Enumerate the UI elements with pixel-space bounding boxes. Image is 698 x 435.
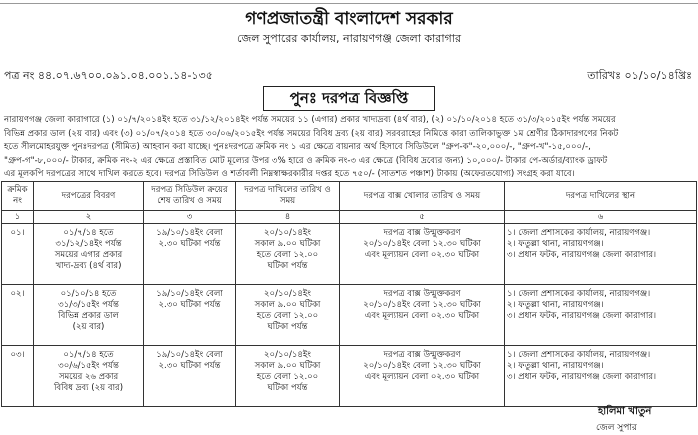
column-number: ২ [34, 211, 144, 224]
row-serial: ০১। [2, 224, 34, 285]
notice-title: পুনঃ দরপত্র বিজ্ঞপ্তি [263, 86, 435, 111]
intro-paragraph [4, 114, 694, 182]
office-name: জেল সুপারের কার্যালয়, নারায়ণগঞ্জ জেলা কারাগার [236, 32, 462, 45]
table-row [2, 224, 697, 285]
header-places: দরপত্র দাখিলের স্থান [505, 182, 697, 211]
top-divider [0, 3, 698, 4]
column-number-row [2, 211, 697, 224]
intro-line: এর মূলকপি দরপত্রের সাথে দাখিল করতে হবে। দরপত্র সিডিউল ও শর্তাবলী নিম্নস্বাক্ষরকারীর দপ্তর হতে ৭৫০/- (সাতশত পঞ্চাশ) টাকায় (অফেরতযোগ্য) সংগ্রহ করা যাবে। [4, 169, 575, 180]
cell-line: ২০/১০/১৪ইং [264, 289, 311, 299]
cell-line: হতে বেলা ১২.০০ [256, 311, 319, 321]
cell-line: ২০/১০/১৪ইং বেলা ১২.৩০ ঘটিকা [363, 300, 481, 310]
intro-line: হতে সীলমোহরযুক্ত পুনঃদরপত্র (সীমিত) আহবান করা যাচ্ছে। পুনঃদরপত্রে ক্রমিক নং ১ এর ক্ষেত্রে বায়নার অর্থ হিসাবে সিডিউলে "গ্রুপ-ক"-২০,০০০/-, "গ্রুপ-খ"-১৫,০০০/-, [4, 142, 591, 153]
cell-line: ১৯/১০/১৪ইং বেলা [156, 289, 223, 299]
table-row [2, 346, 697, 407]
cell-line: ১। জেলা প্রশাসকের কার্যালয়, নারায়ণগঞ্জ। [507, 350, 651, 360]
signatory-designation: জেল সুপার [596, 423, 637, 433]
cell-line: ঘটিকা পর্যন্ত [267, 383, 308, 393]
column-number: ৪ [236, 211, 340, 224]
row-submission [236, 346, 340, 407]
cell-line: ২.৩০ ঘটিকা পর্যন্ত [158, 300, 221, 310]
cell-line: ২.৩০ ঘটিকা পর্যন্ত [158, 239, 221, 249]
header-submission: দরপত্র দাখিলের তারিখ ও সময় [236, 182, 340, 211]
cell-line: ২। ফতুল্লা থানা, নারায়ণগঞ্জ। [507, 239, 604, 249]
cell-line: ৩০/৬/১৫ইং পর্যন্ত [58, 361, 119, 371]
table-header-row [2, 182, 697, 211]
row-schedule-end [144, 224, 236, 285]
cell-line: এবং মূল্যায়ন বেলা ০২.৩০ ঘটিকা [364, 372, 480, 382]
memo-number: পত্র নং ৪৪.০৭.৬৭০০.০৯১.০৪.০০১.১৪-১৩৫ [4, 69, 213, 82]
row-places [505, 346, 697, 407]
column-number: ১ [2, 211, 34, 224]
tender-table [1, 181, 697, 407]
column-number: ৩ [144, 211, 236, 224]
row-schedule-end [144, 285, 236, 346]
cell-line: ৩১/৩/১৫ইং পর্যন্ত [58, 300, 119, 310]
row-places [505, 285, 697, 346]
cell-line: ৩। প্রধান ফটক, নারায়ণগঞ্জ জেলা কারাগার। [507, 372, 657, 382]
cell-line: খাদ্য-দ্রব্য (৪র্থ বার) [55, 261, 122, 271]
cell-line: সকাল ৯.০০ ঘটিকা [254, 361, 321, 371]
column-number: ৬ [505, 211, 697, 224]
cell-line: এবং মূল্যায়ন বেলা ০২.৩০ ঘটিকা [364, 311, 480, 321]
cell-line: ঘটিকা পর্যন্ত [267, 322, 308, 332]
cell-line: ২। ফতুল্লা থানা, নারায়ণগঞ্জ। [507, 361, 604, 371]
cell-line: ২.৩০ ঘটিকা পর্যন্ত [158, 361, 221, 371]
header-schedule-end: দরপত্র সিডিউল ক্রয়ের শেষ তারিখ ও সময় [144, 182, 236, 211]
table-row [2, 285, 697, 346]
cell-line: ২০/১০/১৪ইং [264, 228, 311, 238]
row-schedule-end [144, 346, 236, 407]
cell-line: দরপত্র বাক্স উন্মুক্তকরণ [383, 289, 461, 299]
header-description: দরপত্রের বিবরণ [34, 182, 144, 211]
cell-line: সময়ের ২৬ প্রকার [58, 372, 119, 382]
cell-line: হতে বেলা ১২.০০ [256, 372, 319, 382]
cell-line: হতে বেলা ১২.০০ [256, 250, 319, 260]
cell-line: ৩১/১২/১৪ইং পর্যন্ত [55, 239, 122, 249]
cell-line: ৩। প্রধান ফটক, নারায়ণগঞ্জ জেলা কারাগার। [507, 250, 657, 260]
cell-line: ১৯/১০/১৪ইং বেলা [156, 228, 223, 238]
cell-line: ২০/১০/১৪ইং বেলা ১২.৩০ ঘটিকা [363, 361, 481, 371]
intro-line: "গ্রুপ-গ"-৮,০০০/- টাকার, ক্রমিক নং-২ এর ক্ষেত্রে প্রস্তাবিত মোট মূল্যের উপর ৩% হারে ও ক্রমিক নং-৩ এর ক্ষেত্রে (বিবিধ দ্রব্যের জন্য) ১০,০০০/- টাকার পে-অর্ডার/ব্যাংক ড্রাফট [4, 155, 608, 166]
column-number: ৫ [340, 211, 505, 224]
intro-line: বিভিন্ন প্রকার ডাল (২য় বার) এবং (৩) ০১/০৭/২০১৪ হতে ৩০/০৬/২০১৫ইং পর্যন্ত সময়ের বিবিধ দ্রব্য (২য় বার) সরবরাহের নিমিত্তে কারা তালিকাভুক্ত ১ম শ্রেণীর ঠিকাদারগণের নিকট [4, 128, 619, 139]
cell-line: ১। জেলা প্রশাসকের কার্যালয়, নারায়ণগঞ্জ। [507, 289, 651, 299]
cell-line: (২য় বার) [72, 322, 105, 332]
government-title: গণপ্রজাতন্ত্রী বাংলাদেশ সরকার [245, 9, 453, 29]
cell-line: ২০/১০/১৪ইং বেলা ১২.৩০ ঘটিকা [363, 239, 481, 249]
row-description [34, 346, 144, 407]
row-opening [340, 224, 505, 285]
row-description [34, 285, 144, 346]
cell-line: ০১/১০/১৪ হতে [60, 289, 117, 299]
intro-line: নারায়ণগঞ্জ জেলা কারাগারে (১) ০১/৭/২০১৪ইং হতে ৩১/১২/২০১৪ইং পর্যন্ত সময়ের ১১ (এগার) প্রকার খাদ্যদ্রব্য (৪র্থ বার), (২) ০১/১০/২০১৪ হতে ৩১/৩/২০১৫ইং পর্যন্ত সময়ের [4, 115, 616, 125]
header-opening: দরপত্র বাক্স খোলার তারিখ ও সময় [340, 182, 505, 211]
cell-line: ২। ফতুল্লা থানা, নারায়ণগঞ্জ। [507, 300, 604, 310]
cell-line: ০১/৭/১৪ হতে [63, 350, 114, 360]
cell-line: ০১/৭/১৪ হতে [63, 228, 114, 238]
row-description [34, 224, 144, 285]
cell-line: ২০/১০/১৪ইং [264, 350, 311, 360]
cell-line: ১। জেলা প্রশাসকের কার্যালয়, নারায়ণগঞ্জ। [507, 228, 651, 238]
row-serial: ০২। [2, 285, 34, 346]
row-places [505, 224, 697, 285]
row-opening [340, 285, 505, 346]
memo-date: তারিখঃ ০১/১০/১৪খ্রিঃ [587, 69, 692, 82]
cell-line: সময়ের এগার প্রকার [54, 250, 123, 260]
row-serial: ০৩। [2, 346, 34, 407]
header-serial: ক্রমিক নং [2, 182, 34, 211]
cell-line: সকাল ৯.০০ ঘটিকা [254, 300, 321, 310]
row-submission [236, 224, 340, 285]
signatory-name: হালিমা খাতুন [598, 406, 652, 417]
cell-line: ৩। প্রধান ফটক, নারায়ণগঞ্জ জেলা কারাগার। [507, 311, 657, 321]
row-submission [236, 285, 340, 346]
cell-line: ১৯/১০/১৪ইং বেলা [156, 350, 223, 360]
cell-line: ঘটিকা পর্যন্ত [267, 261, 308, 271]
cell-line: এবং মূল্যায়ন বেলা ০২.৩০ ঘটিকা [364, 250, 480, 260]
cell-line: দরপত্র বাক্স উন্মুক্তকরণ [383, 350, 461, 360]
cell-line: বিভিন্ন প্রকার ডাল [58, 311, 119, 321]
cell-line: সকাল ৯.০০ ঘটিকা [254, 239, 321, 249]
row-opening [340, 346, 505, 407]
cell-line: দরপত্র বাক্স উন্মুক্তকরণ [383, 228, 461, 238]
cell-line: বিবিধ দ্রব্য (২য় বার) [53, 383, 124, 393]
